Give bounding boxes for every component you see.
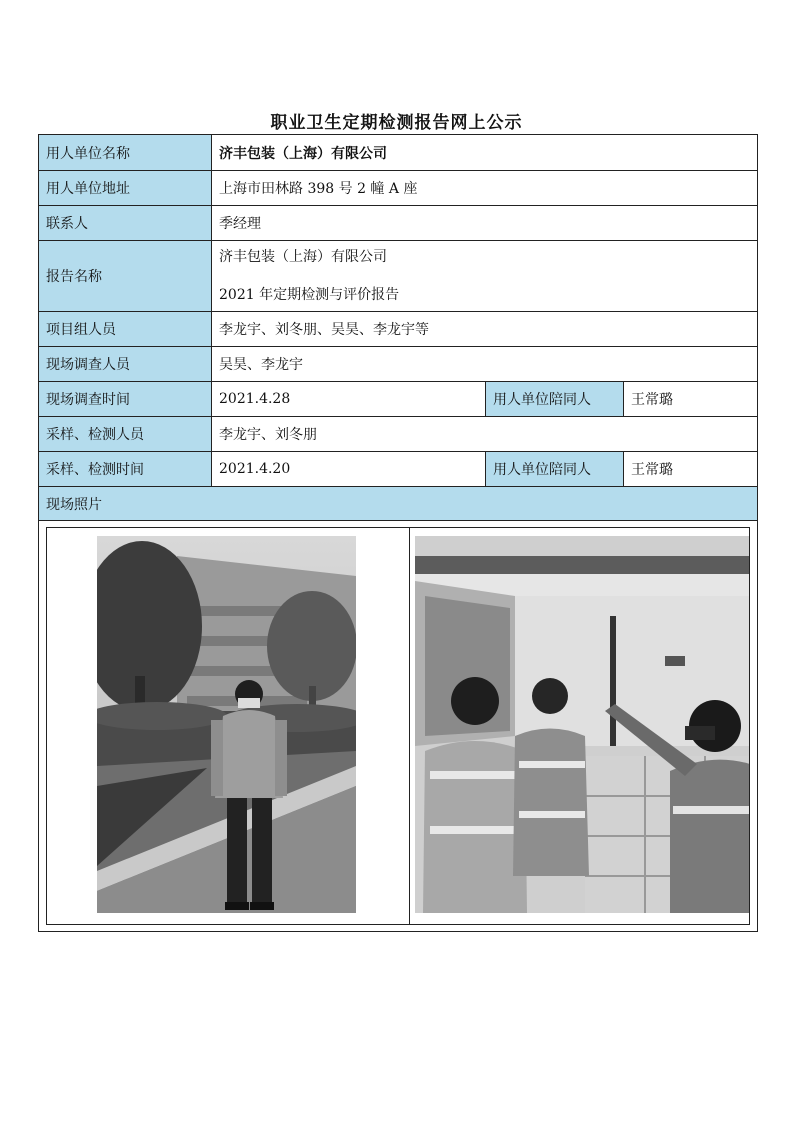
survey-escort-label: 用人单位陪同人 [486, 382, 624, 417]
report-name-line1: 济丰包装（上海）有限公司 [219, 249, 387, 265]
report-name-line2: 2021 年定期检测与评价报告 [219, 287, 400, 303]
employer-name-label: 用人单位名称 [39, 135, 212, 171]
sampling-time-label: 采样、检测时间 [39, 452, 212, 487]
disclosure-form-table [38, 134, 758, 932]
sampling-escort-label: 用人单位陪同人 [486, 452, 624, 487]
row-photos-header [39, 487, 758, 521]
site-photo-person-outdoors [97, 536, 356, 913]
contact-value: 季经理 [212, 206, 758, 241]
photo-grid [46, 527, 750, 925]
survey-time-label: 现场调查时间 [39, 382, 212, 417]
row-employer-name [39, 135, 758, 171]
survey-staff-label: 现场调查人员 [39, 347, 212, 382]
project-members-label: 项目组人员 [39, 312, 212, 347]
page-title: 职业卫生定期检测报告网上公示 [270, 113, 523, 133]
sampling-staff-value: 李龙宇、刘冬朋 [212, 417, 758, 452]
photos-label: 现场照片 [39, 487, 758, 521]
row-survey-time [39, 382, 758, 417]
row-report-name [39, 241, 758, 312]
sampling-escort-value: 王常璐 [624, 452, 758, 487]
sampling-staff-label: 采样、检测人员 [39, 417, 212, 452]
report-name-label: 报告名称 [39, 241, 212, 312]
photo-frame-left [47, 528, 410, 925]
sampling-time-value: 2021.4.20 [212, 452, 486, 487]
survey-staff-value: 吴昊、李龙宇 [212, 347, 758, 382]
site-photo-workers-indoors [415, 536, 750, 913]
row-photos [39, 521, 758, 932]
survey-escort-value: 王常璐 [624, 382, 758, 417]
row-contact [39, 206, 758, 241]
contact-label: 联系人 [39, 206, 212, 241]
row-sampling-staff [39, 417, 758, 452]
row-project-members [39, 312, 758, 347]
employer-address-label: 用人单位地址 [39, 171, 212, 206]
employer-address-value: 上海市田林路 398 号 2 幢 A 座 [212, 171, 758, 206]
project-members-value: 李龙宇、刘冬朋、吴昊、李龙宇等 [212, 312, 758, 347]
survey-time-value: 2021.4.28 [212, 382, 486, 417]
report-name-value [212, 241, 758, 312]
photo-frame-right [410, 528, 750, 925]
photos-cell [39, 521, 758, 932]
row-employer-address [39, 171, 758, 206]
employer-name-value: 济丰包装（上海）有限公司 [212, 135, 758, 171]
row-survey-staff [39, 347, 758, 382]
row-sampling-time [39, 452, 758, 487]
